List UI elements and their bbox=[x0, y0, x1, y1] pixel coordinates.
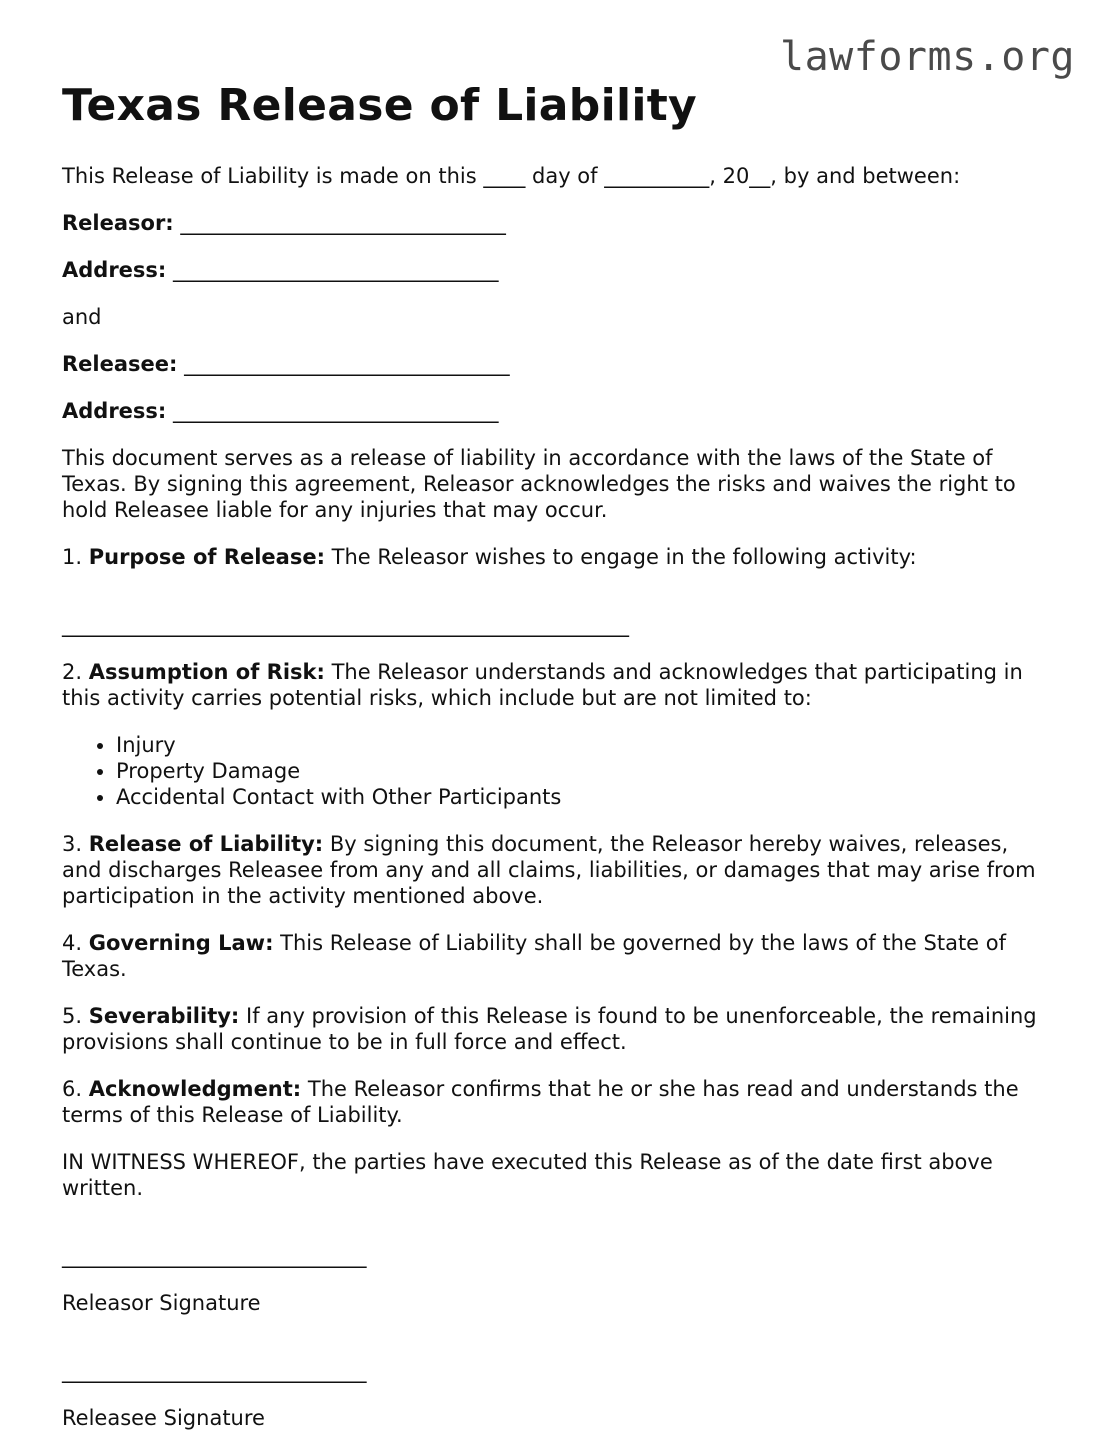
document-body bbox=[62, 78, 1052, 1452]
section-number: 1. bbox=[62, 545, 83, 569]
section-number: 2. bbox=[62, 660, 83, 684]
spacer bbox=[62, 1337, 1052, 1358]
releasee-blank[interactable]: _______________________________ bbox=[184, 352, 510, 376]
section-text: By signing this document, the Releasor hereby waives, releases, and discharges Releasee from any and all claims, liabilities, or damages that may arise from participation in the activity mentioned above. bbox=[62, 832, 1036, 908]
releasee-signature-label: Releasee Signature bbox=[62, 1406, 265, 1430]
releasor-signature-label: Releasor Signature bbox=[62, 1291, 261, 1315]
risks-list bbox=[62, 732, 1052, 810]
releasee-signature-line[interactable]: _____________________________ bbox=[62, 1359, 367, 1383]
section-text: This Release of Liability shall be governed by the laws of the State of Texas. bbox=[62, 931, 1007, 981]
releasee-address-field bbox=[62, 398, 1052, 424]
section-number: 6. bbox=[62, 1077, 83, 1101]
section-heading: Assumption of Risk: bbox=[88, 660, 325, 684]
releasee-address-label: Address: bbox=[62, 399, 167, 423]
section-text: The Releasor wishes to engage in the following activity: bbox=[331, 545, 917, 569]
section-number: 5. bbox=[62, 1004, 83, 1028]
section-text: The Releasor understands and acknowledges that participating in this activity carries potential risks, which include but are not limited to: bbox=[62, 660, 1023, 710]
section-governing-law bbox=[62, 930, 1052, 982]
spacer bbox=[62, 591, 1052, 612]
releasee-label: Releasee: bbox=[62, 352, 178, 376]
releasor-label: Releasor: bbox=[62, 211, 174, 235]
conjunction: and bbox=[62, 305, 102, 329]
lawforms-watermark: lawforms.org bbox=[780, 34, 1075, 80]
section-text: The Releasor confirms that he or she has read and understands the terms of this Release of Liability. bbox=[62, 1077, 1019, 1127]
releasee-field bbox=[62, 351, 1052, 377]
section-heading: Release of Liability: bbox=[88, 832, 324, 856]
document-title: Texas Release of Liability bbox=[62, 80, 698, 131]
activity-blank[interactable]: ______________________________________________________ bbox=[62, 613, 629, 637]
releasee-address-blank[interactable]: _______________________________ bbox=[173, 399, 499, 423]
releasor-blank[interactable]: _______________________________ bbox=[180, 211, 506, 235]
releasor-field bbox=[62, 210, 1052, 236]
list-item: • Property Damage bbox=[116, 758, 1052, 784]
section-risk bbox=[62, 659, 1052, 711]
preamble-paragraph: This document serves as a release of liability in accordance with the laws of the State of Texas. By signing this agreement, Releasor acknowledges the risks and waives the right to hold Releasee liable for any injuries that may occur. bbox=[62, 446, 1016, 522]
section-heading: Purpose of Release: bbox=[88, 545, 325, 569]
section-heading: Severability: bbox=[88, 1004, 240, 1028]
releasor-address-label: Address: bbox=[62, 258, 167, 282]
section-purpose bbox=[62, 544, 1052, 570]
section-release bbox=[62, 831, 1052, 909]
intro-paragraph: This Release of Liability is made on this ____ day of __________, 20__, by and between: bbox=[62, 164, 961, 188]
section-text: If any provision of this Release is found to be unenforceable, the remaining provisions shall continue to be in full force and effect. bbox=[62, 1004, 1037, 1054]
section-heading: Acknowledgment: bbox=[88, 1077, 302, 1101]
section-acknowledgment bbox=[62, 1076, 1052, 1128]
releasor-address-blank[interactable]: _______________________________ bbox=[173, 258, 499, 282]
section-number: 3. bbox=[62, 832, 83, 856]
section-number: 4. bbox=[62, 931, 83, 955]
releasor-address-field bbox=[62, 257, 1052, 283]
witness-paragraph: IN WITNESS WHEREOF, the parties have executed this Release as of the date first above written. bbox=[62, 1150, 993, 1200]
list-item: • Injury bbox=[116, 732, 1052, 758]
section-heading: Governing Law: bbox=[88, 931, 274, 955]
section-severability bbox=[62, 1003, 1052, 1055]
releasor-signature-line[interactable]: _____________________________ bbox=[62, 1244, 367, 1268]
list-item: • Accidental Contact with Other Participants bbox=[116, 784, 1052, 810]
spacer bbox=[62, 1222, 1052, 1243]
